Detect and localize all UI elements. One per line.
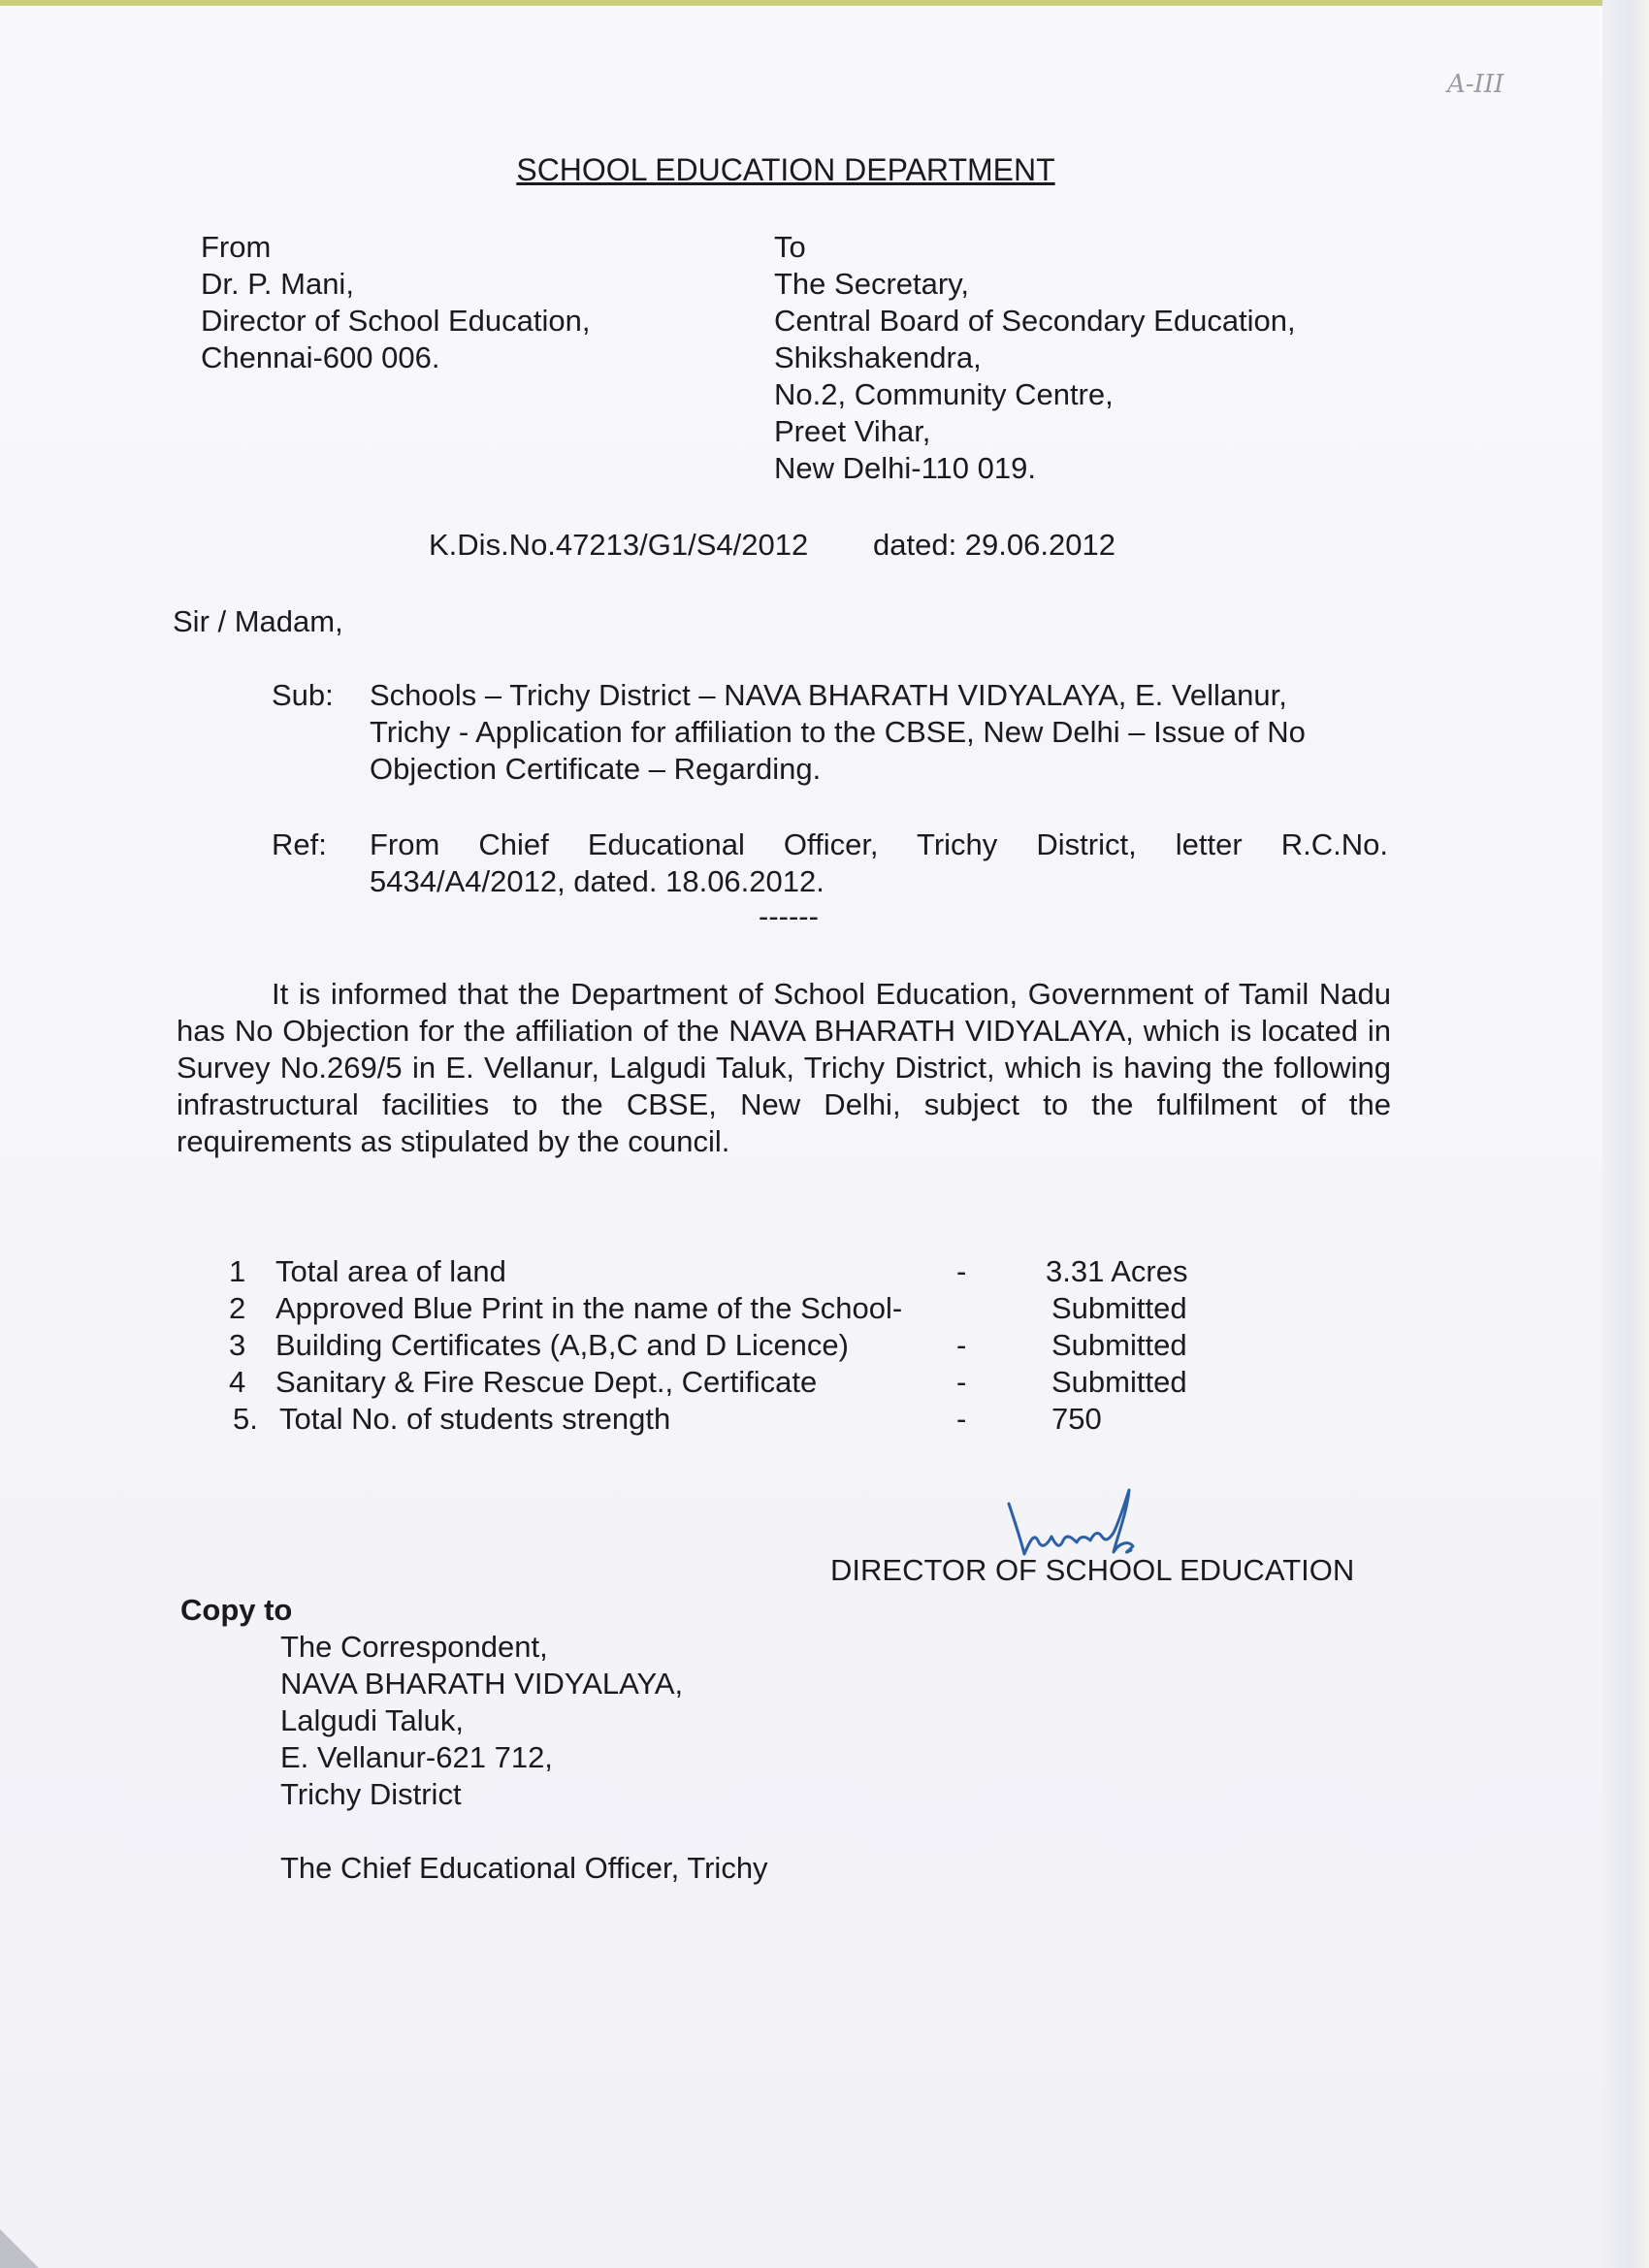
to-label: To xyxy=(774,230,806,264)
copy-to-line: NAVA BHARATH VIDYALAYA, xyxy=(280,1667,684,1701)
copy-to-line: E. Vellanur-621 712, xyxy=(280,1740,553,1774)
copy-to-label: Copy to xyxy=(180,1593,293,1627)
copy-to-line: The Correspondent, xyxy=(280,1630,548,1664)
to-line: Central Board of Secondary Education, xyxy=(774,304,1296,338)
subject-label: Sub: xyxy=(272,678,334,712)
scan-right-edge xyxy=(1602,0,1649,2268)
subject-line: Trichy - Application for affiliation to the CBSE, New Delhi – Issue of No xyxy=(370,715,1306,749)
from-line: Chennai-600 006. xyxy=(201,340,440,374)
salutation: Sir / Madam, xyxy=(173,604,343,638)
item-dash: - xyxy=(956,1365,967,1399)
item-value: Submitted xyxy=(1051,1291,1187,1325)
item-number: 3 xyxy=(229,1328,246,1362)
item-value: 750 xyxy=(1051,1402,1102,1436)
page-title: SCHOOL EDUCATION DEPARTMENT xyxy=(516,152,1055,187)
item-number: 2 xyxy=(229,1291,246,1325)
to-line: New Delhi-110 019. xyxy=(774,451,1036,485)
ref-line: From Chief Educational Officer, Trichy District, letter R.C.No. xyxy=(370,827,1388,861)
from-line: Director of School Education, xyxy=(201,304,591,338)
reference-number: K.Dis.No.47213/G1/S4/2012 xyxy=(429,528,809,562)
item-value: Submitted xyxy=(1051,1365,1187,1399)
separator: ------ xyxy=(759,899,819,933)
item-dash: - xyxy=(956,1328,967,1362)
scan-corner-fold xyxy=(0,2229,39,2268)
copy-to-line: Trichy District xyxy=(280,1777,462,1811)
to-line: Preet Vihar, xyxy=(774,414,931,448)
to-line: The Secretary, xyxy=(774,267,970,301)
item-number: 1 xyxy=(229,1254,246,1288)
item-label: Sanitary & Fire Rescue Dept., Certificate xyxy=(275,1365,818,1399)
item-value: Submitted xyxy=(1051,1328,1187,1362)
subject-line: Objection Certificate – Regarding. xyxy=(370,752,822,786)
ref-line: 5434/A4/2012, dated. 18.06.2012. xyxy=(370,864,824,898)
ref-label: Ref: xyxy=(272,827,327,861)
item-number: 5. xyxy=(233,1402,258,1436)
to-line: No.2, Community Centre, xyxy=(774,377,1114,411)
from-line: Dr. P. Mani, xyxy=(201,267,354,301)
item-number: 4 xyxy=(229,1365,246,1399)
item-label: Total area of land xyxy=(275,1254,506,1288)
from-label: From xyxy=(201,230,272,264)
subject-line: Schools – Trichy District – NAVA BHARATH VIDYALAYA, E. Vellanur, xyxy=(370,678,1287,712)
item-dash: - xyxy=(956,1254,967,1288)
scan-top-edge xyxy=(0,0,1649,6)
item-value: 3.31 Acres xyxy=(1046,1254,1188,1288)
copy-to-line: Lalgudi Taluk, xyxy=(280,1703,465,1737)
letter-date: dated: 29.06.2012 xyxy=(873,528,1116,562)
item-label: Building Certificates (A,B,C and D Licence) xyxy=(275,1328,849,1362)
body-paragraph: It is informed that the Department of School Education, Government of Tamil Nadu has No Objection for the affiliation of the NAVA BHARATH VIDYALAYA, which is located in Survey No.269/5 in E. Vellanur, Lalgudi Taluk, Trichy District, which is having the following infrastructural facilities to the CBSE, New Delhi, subject to the fulfilment of the requirements as stipulated by the council. xyxy=(177,977,1391,1158)
copy-to-second: The Chief Educational Officer, Trichy xyxy=(280,1851,768,1885)
page-mark: A-III xyxy=(1447,70,1504,99)
item-label: Approved Blue Print in the name of the School- xyxy=(275,1291,903,1325)
item-label: Total No. of students strength xyxy=(279,1402,671,1436)
signatory-title: DIRECTOR OF SCHOOL EDUCATION xyxy=(830,1553,1355,1587)
to-line: Shikshakendra, xyxy=(774,340,982,374)
item-dash: - xyxy=(956,1402,967,1436)
signature-stroke xyxy=(1009,1490,1133,1554)
